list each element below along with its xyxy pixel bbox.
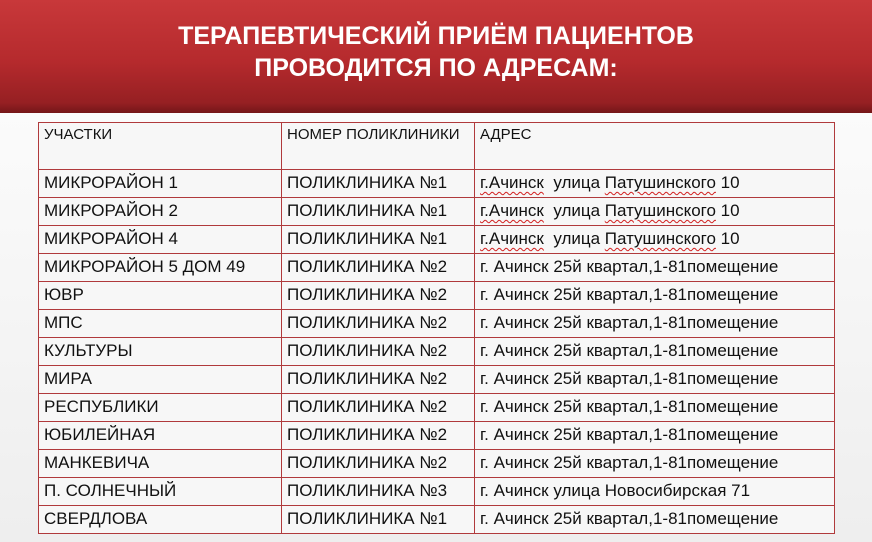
area-cell: МАНКЕВИЧА xyxy=(39,450,282,478)
slide-title-line-1: ТЕРАПЕВТИЧЕСКИЙ ПРИЁМ ПАЦИЕНТОВ xyxy=(178,22,694,50)
addresses-table xyxy=(38,122,835,534)
area-cell: МИКРОРАЙОН 5 ДОМ 49 xyxy=(39,254,282,282)
area-cell: КУЛЬТУРЫ xyxy=(39,338,282,366)
table-row xyxy=(39,170,835,198)
address-name: Патушинского xyxy=(604,229,716,248)
address-cell: г. Ачинск 25й квартал,1-81помещение xyxy=(475,282,835,310)
column-header-areas: УЧАСТКИ xyxy=(39,123,282,170)
area-cell: СВЕРДЛОВА xyxy=(39,506,282,534)
address-cell: г. Ачинск 25й квартал,1-81помещение xyxy=(475,366,835,394)
address-number: 10 xyxy=(715,173,740,192)
address-cell: г. Ачинск 25й квартал,1-81помещение xyxy=(475,422,835,450)
clinic-cell: ПОЛИКЛИНИКА №2 xyxy=(282,254,475,282)
address-cell: г. Ачинск 25й квартал,1-81помещение xyxy=(475,394,835,422)
area-cell: МПС xyxy=(39,310,282,338)
address-cell xyxy=(475,198,835,226)
address-name: Патушинского xyxy=(604,173,716,192)
column-header-clinic-number-text: НОМЕР ПОЛИКЛИНИКИ xyxy=(287,126,460,143)
table-row xyxy=(39,254,835,282)
table-row xyxy=(39,282,835,310)
table-row xyxy=(39,450,835,478)
table-row xyxy=(39,366,835,394)
area-cell: ЮБИЛЕЙНАЯ xyxy=(39,422,282,450)
clinic-cell: ПОЛИКЛИНИКА №1 xyxy=(282,170,475,198)
slide-title xyxy=(0,20,872,84)
clinic-cell: ПОЛИКЛИНИКА №2 xyxy=(282,394,475,422)
area-cell: МИРА xyxy=(39,366,282,394)
address-number: 10 xyxy=(715,201,740,220)
table-header-row xyxy=(39,123,835,170)
clinic-cell: ПОЛИКЛИНИКА №2 xyxy=(282,366,475,394)
clinic-cell: ПОЛИКЛИНИКА №2 xyxy=(282,282,475,310)
address-street: улица xyxy=(543,229,605,248)
table-row xyxy=(39,422,835,450)
address-cell: г. Ачинск 25й квартал,1-81помещение xyxy=(475,338,835,366)
address-cell: г. Ачинск улица Новосибирская 71 xyxy=(475,478,835,506)
table-row xyxy=(39,310,835,338)
slide-title-line-2: ПРОВОДИТСЯ ПО АДРЕСАМ: xyxy=(254,54,618,82)
clinic-cell: ПОЛИКЛИНИКА №2 xyxy=(282,450,475,478)
column-header-address: АДРЕС xyxy=(475,123,835,170)
table-row xyxy=(39,478,835,506)
address-street: улица xyxy=(543,173,605,192)
address-cell: г. Ачинск 25й квартал,1-81помещение xyxy=(475,254,835,282)
area-cell: МИКРОРАЙОН 4 xyxy=(39,226,282,254)
address-number: 10 xyxy=(715,229,740,248)
clinic-cell: ПОЛИКЛИНИКА №2 xyxy=(282,310,475,338)
area-cell: МИКРОРАЙОН 2 xyxy=(39,198,282,226)
address-name: Патушинского xyxy=(604,201,716,220)
clinic-cell: ПОЛИКЛИНИКА №1 xyxy=(282,226,475,254)
address-cell xyxy=(475,170,835,198)
address-cell: г. Ачинск 25й квартал,1-81помещение xyxy=(475,506,835,534)
clinic-cell: ПОЛИКЛИНИКА №3 xyxy=(282,478,475,506)
table-row xyxy=(39,338,835,366)
column-header-clinic-number xyxy=(282,123,475,170)
address-street: улица xyxy=(543,201,605,220)
address-city: г.Ачинск xyxy=(480,201,544,220)
address-city: г.Ачинск xyxy=(480,229,544,248)
table-row xyxy=(39,226,835,254)
address-cell: г. Ачинск 25й квартал,1-81помещение xyxy=(475,310,835,338)
area-cell: ЮВР xyxy=(39,282,282,310)
address-cell: г. Ачинск 25й квартал,1-81помещение xyxy=(475,450,835,478)
area-cell: МИКРОРАЙОН 1 xyxy=(39,170,282,198)
clinic-cell: ПОЛИКЛИНИКА №2 xyxy=(282,422,475,450)
table-body xyxy=(39,170,835,534)
clinic-cell: ПОЛИКЛИНИКА №1 xyxy=(282,506,475,534)
area-cell: П. СОЛНЕЧНЫЙ xyxy=(39,478,282,506)
clinic-cell: ПОЛИКЛИНИКА №2 xyxy=(282,338,475,366)
clinic-cell: ПОЛИКЛИНИКА №1 xyxy=(282,198,475,226)
table-row xyxy=(39,394,835,422)
address-cell xyxy=(475,226,835,254)
address-city: г.Ачинск xyxy=(480,173,544,192)
area-cell: РЕСПУБЛИКИ xyxy=(39,394,282,422)
table-row xyxy=(39,198,835,226)
table-row xyxy=(39,506,835,534)
